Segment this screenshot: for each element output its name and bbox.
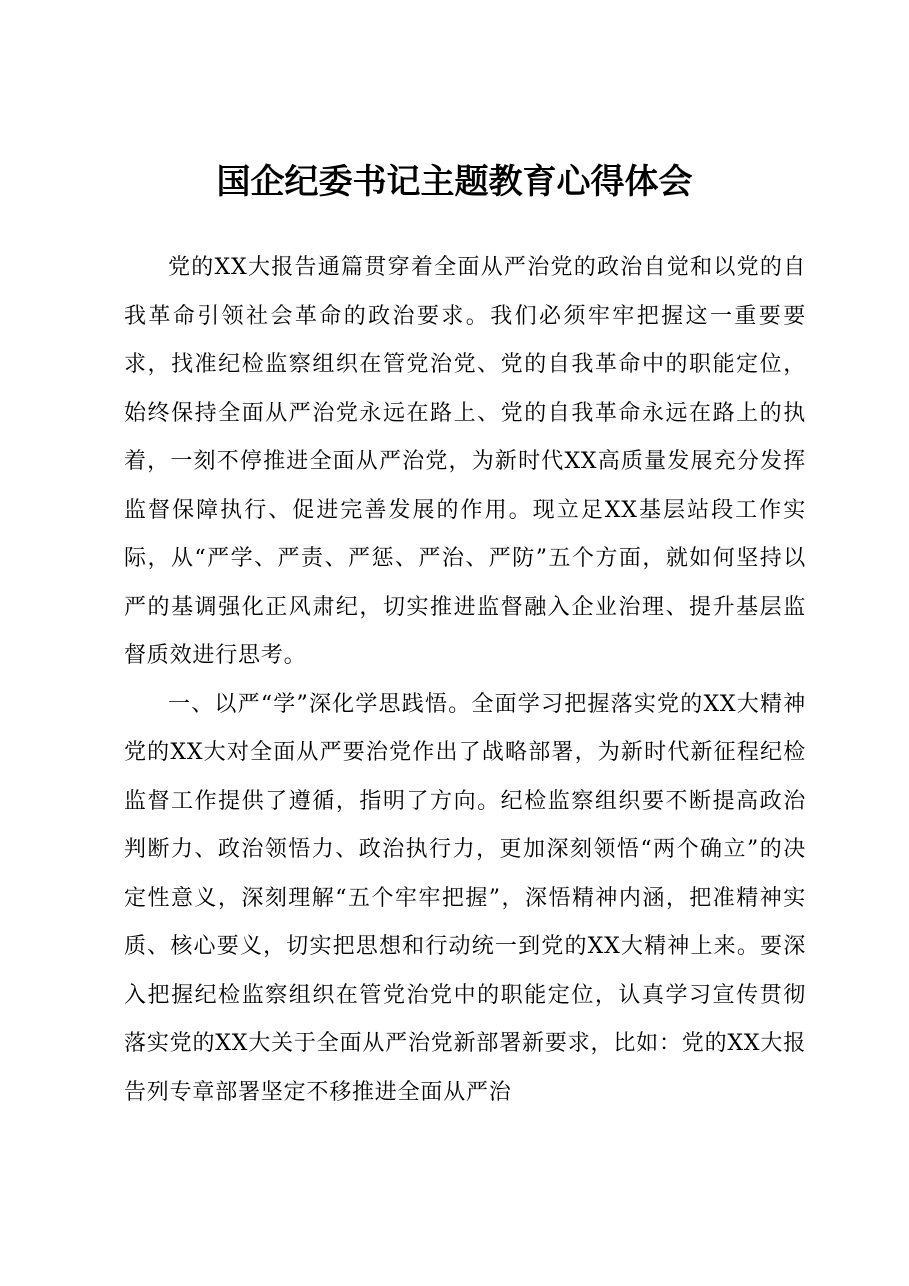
document-title: 国企纪委书记主题教育心得体会 [216, 162, 693, 202]
document-body [124, 244, 806, 1117]
paragraph-intro: 党的XX大报告通篇贯穿着全面从严治党的政治自觉和以党的自我革命引领社会革命的政治要求。我们必须牢牢把握这一重要要求，找准纪检监察组织在管党治党、党的自我革命中的职能定位，始终保持全面从严治党永远在路上、党的自我革命永远在路上的执着，一刻不停推进全面从严治党，为新时代XX高质量发展充分发挥监督保障执行、促进完善发展的作用。现立足XX基层站段工作实际，从“严学、严责、严惩、严治、严防”五个方面，就如何坚持以严的基调强化正风肃纪，切实推进监督融入企业治理、提升基层监督质效进行思考。 [124, 255, 806, 668]
paragraph-section-one: 一、以严“学”深化学思践悟。全面学习把握落实党的XX大精神党的XX大对全面从严要治党作出了战略部署，为新时代新征程纪检监督工作提供了遵循，指明了方向。纪检监察组织要不断提高政治判断力、政治领悟力、政治执行力，更加深刻领悟“两个确立”的决定性意义，深刻理解“五个牢牢把握”，深悟精神内涵，把准精神实质、核心要义，切实把思想和行动统一到党的XX大精神上来。要深入把握纪检监察组织在管党治党中的职能定位，认真学习宣传贯彻落实党的XX大关于全面从严治党新部署新要求，比如：党的XX大报告列专章部署坚定不移推进全面从严治 [124, 691, 806, 1105]
